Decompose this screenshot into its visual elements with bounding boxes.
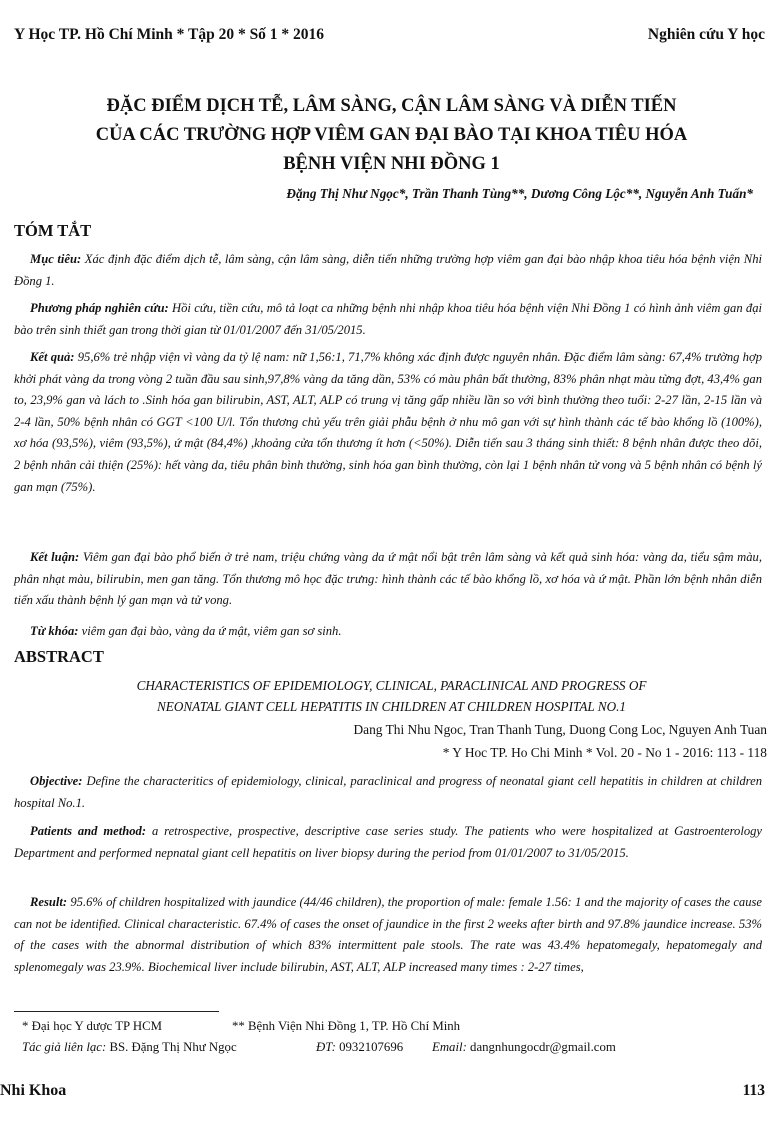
summary-keywords-label: Từ khóa:	[30, 624, 79, 638]
contact-label: Tác giả liên lạc:	[22, 1040, 107, 1054]
abstract-title-line-2: NEONATAL GIANT CELL HEPATITIS IN CHILDREN AT CHILDREN HOSPITAL NO.1	[157, 699, 626, 714]
page-number: 113	[742, 1082, 765, 1099]
summary-keywords-text: viêm gan đại bào, vàng da ứ mật, viêm gan sơ sinh.	[81, 624, 342, 638]
abstract-patients-method	[14, 821, 762, 864]
abstract-objective-label: Objective:	[30, 774, 83, 788]
authors-english: Dang Thi Nhu Ngoc, Tran Thanh Tung, Duong Cong Loc, Nguyen Anh Tuan	[353, 722, 767, 737]
summary-result-label: Kết quả:	[30, 350, 75, 364]
summary-objective-text: Xác định đặc điểm dịch tễ, lâm sàng, cận lâm sàng, diễn tiến những trường hợp viêm gan đại bào nhập khoa tiêu hóa bệnh viện Nhi Đồng 1.	[14, 252, 762, 288]
abstract-objective-text: Define the characteritics of epidemiology, clinical, paraclinical and progress of neonatal giant cell hepatitis in children at children hospital No.1.	[14, 774, 762, 810]
summary-objective	[14, 249, 762, 292]
contact-name: BS. Đặng Thị Như Ngọc	[109, 1040, 237, 1054]
summary-result	[14, 347, 762, 498]
summary-method-text: Hồi cứu, tiền cứu, mô tả loạt ca những bệnh nhi nhập khoa tiêu hóa bệnh viện Nhi Đồng 1 có hình ảnh viêm gan đại bào trên sinh thiết gan trong thời gian từ 01/01/2007 đến 31/05/2015.	[14, 301, 763, 337]
summary-objective-label: Mục tiêu:	[30, 252, 82, 266]
authors-vietnamese: Đặng Thị Như Ngọc*, Trần Thanh Tùng**, Dương Công Lộc**, Nguyễn Anh Tuấn*	[286, 186, 753, 201]
email-address: dangnhungocdr@gmail.com	[470, 1040, 616, 1054]
summary-method-label: Phương pháp nghiên cứu:	[30, 301, 169, 315]
abstract-heading: ABSTRACT	[14, 647, 104, 666]
footnote-affiliation-1: * Đại học Y dược TP HCM	[22, 1019, 163, 1033]
title-line-2: CỦA CÁC TRƯỜNG HỢP VIÊM GAN ĐẠI BÀO TẠI KHOA TIÊU HÓA	[95, 125, 688, 145]
abstract-title-line-1: CHARACTERISTICS OF EPIDEMIOLOGY, CLINICAL, PARACLINICAL AND PROGRESS OF	[136, 678, 647, 693]
abstract-result-label: Result:	[30, 895, 68, 909]
citation: * Y Hoc TP. Ho Chi Minh * Vol. 20 - No 1 - 2016: 113 - 118	[442, 745, 767, 760]
summary-method	[14, 298, 762, 341]
summary-conclusion-text: Viêm gan đại bào phổ biến ở trẻ nam, triệu chứng vàng da ứ mật nổi bật trên lâm sàng và kết quả sinh hóa: vàng da, tiểu sậm màu, phân nhạt màu, bilirubin, men gan tăng. Tổn thương mô học đặc trưng: hình thành các tế bào khổng lồ, xơ hóa và ứ mật. Phần lớn bệnh nhân diễn tiến xấu thành bệnh lý gan mạn và tử vong.	[14, 550, 762, 608]
footnote-rule	[14, 1011, 219, 1012]
email-label: Email:	[432, 1040, 467, 1054]
summary-result-text: 95,6% trẻ nhập viện vì vàng da tỷ lệ nam: nữ 1,56:1, 71,7% không xác định được nguyên nhân. Đặc điểm lâm sàng: 67,4% trường hợp khởi phát vàng da trong vòng 2 tuần đầu sau sinh,97,8% vàng da tăng dần, 53% có màu phân bất thường, 83% phân nhạt màu từng đợt, 43,4% gan to, 23,9% gan và lách to .Sinh hóa gan bilirubin, AST, ALT, ALP có trung vị tăng gấp nhiều lần so với bình thường theo tuổi: 2-27 lần, 2-15 lần và 2-4 lần, 50% bệnh nhân có GGT <100 U/l. Tổn thương chủ yếu trên giải phẫu bệnh ở nhu mô gan với sự hình thành các tế bào khổng lồ (100%), xơ hóa (93,5%), viêm (93,5%), ứ mật (84,4%) ,khoảng cửa tổn thương ít hơn (<50%). Diễn tiến sau 3 tháng sinh thiết: 8 bệnh nhân được theo dõi, 2 bệnh nhân cải thiện (25%): hết vàng da, tiêu phân bình thường, sinh hóa gan bình thường, còn lại 1 bệnh nhân tử vong và 5 bệnh nhân có bệnh lý gan mạn (75%).	[14, 350, 762, 494]
abstract-patients-label: Patients and method:	[30, 824, 147, 838]
summary-conclusion-label: Kết luận:	[30, 550, 80, 564]
abstract-result	[14, 892, 762, 978]
summary-keywords	[14, 621, 762, 643]
abstract-result-text: 95.6% of children hospitalized with jaundice (44/46 children), the proportion of male: female 1.56: 1 and the majority of cases the cause can not be identified. Clinical characteristic. 67.4% of cases the onset of jaundice in the first 2 weeks after birth and 97.8% jaundice increase. 53% of the cases with the abnormal distribution of which 83% intermittent pale stools. The rate was 43.4% hepatomegaly, hepatomegaly and splenomegaly was 23.9%. Biochemical liver include bilirubin, AST, ALT, ALP increased many times : 2-27 times,	[14, 895, 762, 974]
footnote-email	[432, 1040, 616, 1055]
footnote-affiliation-2: ** Bệnh Viện Nhi Đồng 1, TP. Hồ Chí Minh	[232, 1019, 461, 1033]
journal-header: Y Học TP. Hồ Chí Minh * Tập 20 * Số 1 * 2016	[14, 26, 325, 43]
phone-label: ĐT:	[316, 1040, 336, 1054]
summary-heading: TÓM TẮT	[14, 221, 92, 240]
section-header: Nghiên cứu Y học	[647, 26, 765, 43]
footnote-contact	[22, 1040, 237, 1055]
paper-title	[20, 92, 763, 179]
title-line-1: ĐẶC ĐIỂM DỊCH TỄ, LÂM SÀNG, CẬN LÂM SÀNG VÀ DIỄN TIẾN	[106, 96, 677, 116]
footer-section: Nhi Khoa	[0, 1082, 67, 1099]
footnote-phone	[316, 1040, 403, 1055]
title-line-3: BỆNH VIỆN NHI ĐỒNG 1	[283, 154, 500, 174]
summary-conclusion	[14, 547, 762, 612]
abstract-title	[20, 675, 763, 717]
abstract-objective	[14, 771, 762, 814]
phone-number: 0932107696	[339, 1040, 404, 1054]
abstract-patients-text: a retrospective, prospective, descriptive case series study. The patients who were hospitalized at Gastroenterology Department and performed nepnatal giant cell hepatitis on liver biopsy during the period from 01/01/2007 to 31/05/2015.	[14, 824, 763, 860]
